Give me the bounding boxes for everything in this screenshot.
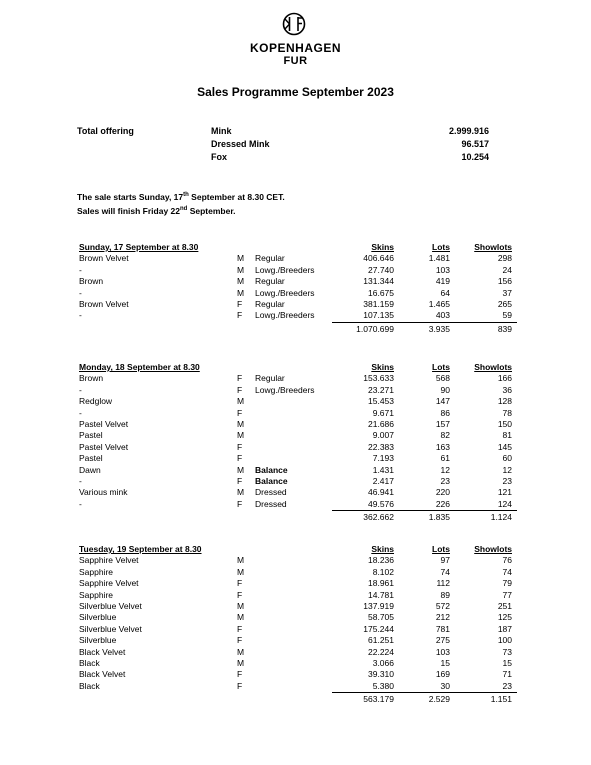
- row-showlots: 265: [497, 298, 512, 309]
- row-skins: 131.344: [363, 276, 394, 287]
- row-showlots: 37: [502, 287, 512, 298]
- row-lots: 781: [435, 623, 450, 634]
- sale-end-text-a: Sales will finish Friday 22: [77, 206, 180, 216]
- column-header-lots: Lots: [432, 362, 450, 372]
- table-row: [77, 430, 517, 441]
- row-skins: 58.705: [368, 612, 394, 623]
- row-type-name: -: [79, 310, 82, 321]
- row-lots: 103: [435, 264, 450, 275]
- row-showlots: 79: [502, 578, 512, 589]
- row-lots: 212: [435, 612, 450, 623]
- table-row: [77, 681, 517, 692]
- table-row: [77, 276, 517, 287]
- row-skins: 107.135: [363, 310, 394, 321]
- table-row: [77, 567, 517, 578]
- table-row: [77, 624, 517, 635]
- sale-start-text: [77, 192, 285, 202]
- row-type-name: Brown: [79, 276, 104, 287]
- table-row: [77, 385, 517, 396]
- row-sex: F: [237, 578, 243, 589]
- row-showlots: 251: [497, 600, 512, 611]
- row-type-name: Silverblue Velvet: [79, 623, 142, 634]
- row-quality: Lowg./Breeders: [255, 384, 315, 395]
- day-section-sunday: [77, 242, 517, 335]
- row-sex: F: [237, 589, 243, 600]
- row-skins: 175.244: [363, 623, 394, 634]
- row-sex: F: [237, 310, 243, 321]
- row-skins: 381.159: [363, 298, 394, 309]
- row-sex: F: [237, 635, 243, 646]
- row-sex: F: [237, 407, 243, 418]
- row-quality: Lowg./Breeders: [255, 310, 315, 321]
- row-showlots: 128: [497, 396, 512, 407]
- row-lots: 157: [435, 418, 450, 429]
- row-lots: 169: [435, 669, 450, 680]
- column-header-skins: Skins: [371, 544, 394, 554]
- table-row: [77, 555, 517, 566]
- row-skins: 7.193: [372, 453, 394, 464]
- row-type-name: Silverblue: [79, 612, 117, 623]
- table-row: [77, 453, 517, 464]
- row-lots: 147: [435, 396, 450, 407]
- day-heading: Monday, 18 September at 8.30: [79, 362, 200, 372]
- row-type-name: Silverblue: [79, 635, 117, 646]
- row-showlots: 59: [502, 310, 512, 321]
- offering-item-value: 10.254: [461, 152, 489, 162]
- row-sex: F: [237, 498, 243, 509]
- row-lots: 103: [435, 646, 450, 657]
- row-skins: 22.383: [368, 441, 394, 452]
- table-header-row: [77, 362, 517, 373]
- row-showlots: 77: [502, 589, 512, 600]
- row-skins: 46.941: [368, 487, 394, 498]
- row-skins: 18.236: [368, 555, 394, 566]
- offering-item-name: Dressed Mink: [211, 139, 270, 149]
- row-showlots: 187: [497, 623, 512, 634]
- row-sex: M: [237, 396, 245, 407]
- total-skins: 1.070.699: [356, 323, 394, 334]
- row-skins: 61.251: [368, 635, 394, 646]
- row-showlots: 23: [502, 475, 512, 486]
- row-lots: 86: [440, 407, 450, 418]
- row-skins: 9.007: [372, 430, 394, 441]
- row-type-name: -: [79, 475, 82, 486]
- total-lots: 3.935: [428, 323, 450, 334]
- table-row: [77, 647, 517, 658]
- row-lots: 403: [435, 310, 450, 321]
- row-sex: M: [237, 600, 245, 611]
- row-lots: 1.465: [428, 298, 450, 309]
- sale-start-sup: th: [183, 192, 189, 199]
- table-row: [77, 635, 517, 646]
- offering-item-name: Mink: [211, 126, 232, 136]
- row-lots: 64: [440, 287, 450, 298]
- row-lots: 226: [435, 498, 450, 509]
- row-sex: M: [237, 566, 245, 577]
- table-row: [77, 612, 517, 623]
- table-row: [77, 578, 517, 589]
- row-skins: 5.380: [372, 680, 394, 691]
- row-type-name: Brown: [79, 373, 104, 384]
- table-row: [77, 442, 517, 453]
- row-skins: 15.453: [368, 396, 394, 407]
- row-quality: Dressed: [255, 487, 287, 498]
- row-quality: Balance: [255, 464, 288, 475]
- row-sex: F: [237, 623, 243, 634]
- row-sex: F: [237, 453, 243, 464]
- row-skins: 39.310: [368, 669, 394, 680]
- column-header-lots: Lots: [432, 242, 450, 252]
- column-header-skins: Skins: [371, 242, 394, 252]
- row-lots: 82: [440, 430, 450, 441]
- row-skins: 21.686: [368, 418, 394, 429]
- row-skins: 406.646: [363, 253, 394, 264]
- row-showlots: 71: [502, 669, 512, 680]
- row-skins: 14.781: [368, 589, 394, 600]
- row-showlots: 156: [497, 276, 512, 287]
- row-sex: F: [237, 298, 243, 309]
- row-showlots: 124: [497, 498, 512, 509]
- total-skins: 362.662: [363, 512, 394, 523]
- row-lots: 419: [435, 276, 450, 287]
- row-showlots: 12: [502, 464, 512, 475]
- row-lots: 275: [435, 635, 450, 646]
- row-type-name: Black: [79, 657, 100, 668]
- table-row: [77, 396, 517, 407]
- row-sex: M: [237, 264, 245, 275]
- row-lots: 89: [440, 589, 450, 600]
- row-skins: 137.919: [363, 600, 394, 611]
- row-skins: 23.271: [368, 384, 394, 395]
- table-row: [77, 310, 517, 321]
- row-type-name: Brown Velvet: [79, 298, 129, 309]
- row-sex: M: [237, 657, 245, 668]
- row-lots: 23: [440, 475, 450, 486]
- row-skins: 9.671: [372, 407, 394, 418]
- brand-name: KOPENHAGEN: [249, 41, 341, 55]
- row-lots: 572: [435, 600, 450, 611]
- row-type-name: Sapphire Velvet: [79, 578, 139, 589]
- row-skins: 153.633: [363, 373, 394, 384]
- row-sex: M: [237, 253, 245, 264]
- row-showlots: 298: [497, 253, 512, 264]
- row-skins: 8.102: [372, 566, 394, 577]
- row-lots: 90: [440, 384, 450, 395]
- table-row: [77, 299, 517, 310]
- row-type-name: Black Velvet: [79, 646, 126, 657]
- row-type-name: Black: [79, 680, 100, 691]
- row-sex: F: [237, 475, 243, 486]
- row-type-name: Various mink: [79, 487, 128, 498]
- row-lots: 61: [440, 453, 450, 464]
- row-showlots: 166: [497, 373, 512, 384]
- total-showlots: 1.151: [490, 694, 512, 705]
- row-sex: M: [237, 646, 245, 657]
- row-type-name: Pastel: [79, 430, 103, 441]
- total-showlots: 839: [497, 323, 512, 334]
- day-section-tuesday: [77, 544, 517, 705]
- row-lots: 74: [440, 566, 450, 577]
- row-lots: 112: [436, 578, 450, 589]
- row-skins: 49.576: [368, 498, 394, 509]
- table-header-row: [77, 544, 517, 555]
- row-lots: 1.481: [428, 253, 450, 264]
- row-showlots: 76: [502, 555, 512, 566]
- row-type-name: Silverblue Velvet: [79, 600, 142, 611]
- row-type-name: Sapphire: [79, 589, 114, 600]
- row-type-name: Redglow: [79, 396, 113, 407]
- row-type-name: Brown Velvet: [79, 253, 129, 264]
- total-skins: 563.179: [363, 694, 394, 705]
- row-quality: Regular: [255, 298, 285, 309]
- row-lots: 97: [440, 555, 450, 566]
- row-sex: M: [237, 287, 245, 298]
- row-showlots: 125: [497, 612, 512, 623]
- day-heading: Sunday, 17 September at 8.30: [79, 242, 199, 252]
- page-title: Sales Programme September 2023: [197, 85, 394, 99]
- sale-end-sup: nd: [179, 206, 188, 213]
- row-quality: Regular: [255, 253, 285, 264]
- row-type-name: Sapphire: [79, 566, 114, 577]
- row-type-name: -: [79, 498, 82, 509]
- row-sex: F: [237, 669, 243, 680]
- table-row: [77, 253, 517, 264]
- table-row: [77, 487, 517, 498]
- table-row: [77, 419, 517, 430]
- offering-item-value: 2.999.916: [448, 126, 489, 136]
- row-sex: M: [237, 418, 245, 429]
- row-skins: 27.740: [368, 264, 394, 275]
- table-row: [77, 658, 517, 669]
- row-skins: 2.417: [372, 475, 394, 486]
- table-row: [77, 601, 517, 612]
- table-row: [77, 288, 517, 299]
- row-showlots: 23: [502, 680, 512, 691]
- row-showlots: 81: [502, 430, 512, 441]
- row-skins: 3.066: [372, 657, 394, 668]
- total-row: [77, 324, 517, 335]
- table-header-row: [77, 242, 517, 253]
- column-header-showlots: Showlots: [474, 242, 512, 252]
- row-showlots: 78: [502, 407, 512, 418]
- row-quality: Dressed: [255, 498, 287, 509]
- sale-end-text-b: September.: [187, 206, 236, 216]
- row-skins: 1.431: [372, 464, 394, 475]
- sale-start-text-b: September at 8.30 CET.: [188, 192, 285, 202]
- row-sex: F: [237, 384, 243, 395]
- row-showlots: 60: [502, 453, 512, 464]
- row-lots: 220: [435, 487, 450, 498]
- row-quality: Balance: [255, 475, 288, 486]
- row-type-name: -: [79, 264, 82, 275]
- day-heading: Tuesday, 19 September at 8.30: [79, 544, 202, 554]
- sale-start-text-a: The sale starts Sunday, 17: [77, 192, 184, 202]
- row-showlots: 36: [502, 384, 512, 395]
- row-sex: M: [237, 612, 245, 623]
- row-skins: 22.224: [368, 646, 394, 657]
- row-showlots: 15: [502, 657, 512, 668]
- row-quality: Regular: [255, 276, 285, 287]
- row-sex: M: [237, 276, 245, 287]
- table-row: [77, 669, 517, 680]
- brand-name-line2: FUR: [283, 55, 308, 67]
- row-showlots: 24: [502, 264, 512, 275]
- row-sex: M: [237, 430, 245, 441]
- row-type-name: -: [79, 287, 82, 298]
- row-showlots: 74: [502, 566, 512, 577]
- row-quality: Regular: [255, 373, 285, 384]
- row-type-name: Pastel Velvet: [79, 441, 129, 452]
- table-row: [77, 465, 517, 476]
- row-showlots: 73: [502, 646, 512, 657]
- total-lots: 2.529: [428, 694, 450, 705]
- row-lots: 568: [435, 373, 450, 384]
- table-row: [77, 408, 517, 419]
- sale-end-text: [77, 206, 236, 216]
- row-showlots: 100: [497, 635, 512, 646]
- row-sex: F: [237, 373, 243, 384]
- offering-label: Total offering: [77, 126, 134, 136]
- total-row: [77, 512, 517, 523]
- row-quality: Lowg./Breeders: [255, 264, 315, 275]
- row-type-name: -: [79, 407, 82, 418]
- day-section-monday: [77, 362, 517, 523]
- total-showlots: 1.124: [490, 512, 512, 523]
- offering-item-value: 96.517: [461, 139, 489, 149]
- column-header-skins: Skins: [371, 362, 394, 372]
- row-type-name: Sapphire Velvet: [79, 555, 139, 566]
- row-skins: 16.675: [368, 287, 394, 298]
- row-skins: 18.961: [368, 578, 394, 589]
- row-showlots: 121: [497, 487, 512, 498]
- table-row: [77, 590, 517, 601]
- row-lots: 30: [440, 680, 450, 691]
- row-sex: F: [237, 441, 243, 452]
- row-lots: 163: [435, 441, 450, 452]
- row-sex: M: [237, 555, 245, 566]
- row-type-name: Dawn: [79, 464, 101, 475]
- table-row: [77, 476, 517, 487]
- row-lots: 12: [440, 464, 450, 475]
- offering-item-name: Fox: [211, 152, 228, 162]
- row-sex: M: [237, 464, 245, 475]
- row-showlots: 150: [497, 418, 512, 429]
- row-type-name: -: [79, 384, 82, 395]
- row-showlots: 145: [497, 441, 512, 452]
- row-type-name: Black Velvet: [79, 669, 126, 680]
- column-header-lots: Lots: [432, 544, 450, 554]
- row-sex: F: [237, 680, 243, 691]
- column-header-showlots: Showlots: [474, 544, 512, 554]
- total-lots: 1.835: [428, 512, 450, 523]
- row-quality: Lowg./Breeders: [255, 287, 315, 298]
- table-row: [77, 265, 517, 276]
- row-type-name: Pastel: [79, 453, 103, 464]
- row-lots: 15: [440, 657, 450, 668]
- total-row: [77, 694, 517, 705]
- column-header-showlots: Showlots: [474, 362, 512, 372]
- row-sex: M: [237, 487, 245, 498]
- table-row: [77, 499, 517, 510]
- row-type-name: Pastel Velvet: [79, 418, 129, 429]
- table-row: [77, 373, 517, 384]
